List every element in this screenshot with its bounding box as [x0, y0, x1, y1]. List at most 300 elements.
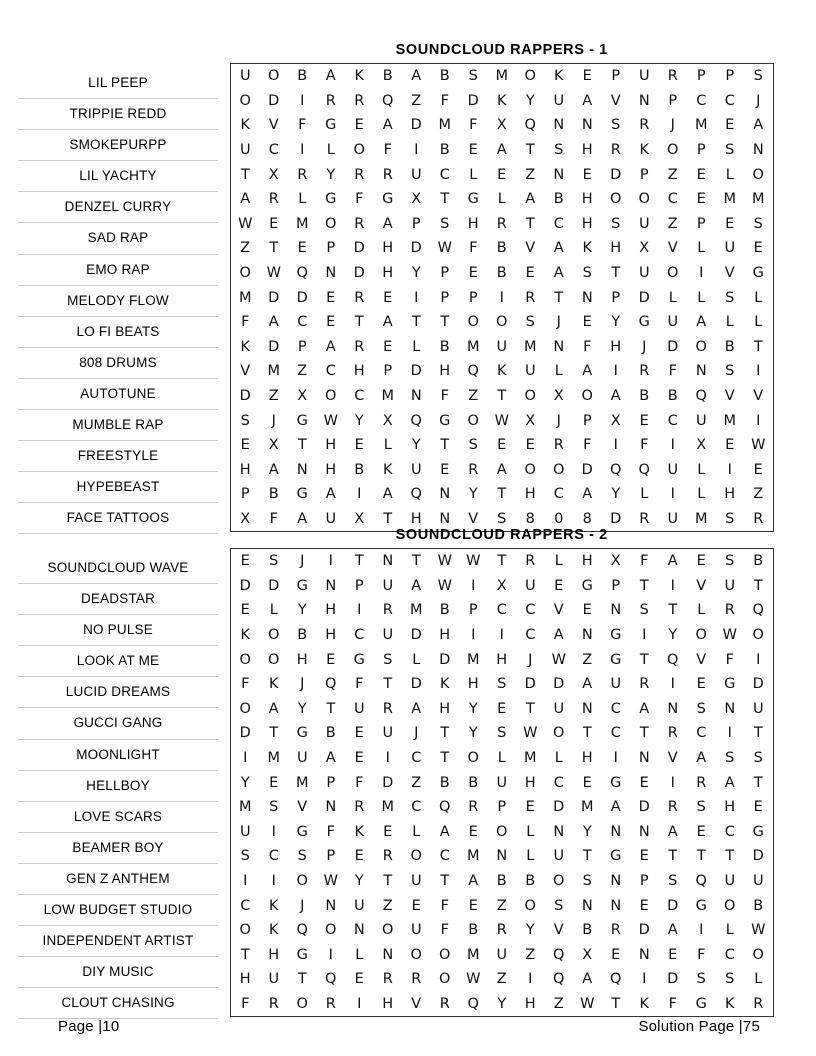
grid-cell: Z	[268, 388, 279, 405]
grid-cell: N	[382, 553, 394, 570]
grid-cell: P	[468, 602, 478, 619]
grid-cell: V	[468, 510, 479, 527]
grid-cell: A	[382, 314, 393, 331]
grid-cell: U	[524, 363, 536, 380]
grid-cell: S	[753, 215, 763, 232]
grid-cell: R	[639, 117, 650, 134]
grid-cell: C	[354, 388, 365, 405]
grid-cell: E	[639, 774, 649, 791]
grid-cell: E	[582, 314, 592, 331]
grid-cell: Z	[667, 166, 678, 183]
grid-cell: H	[724, 486, 736, 503]
grid-cell: E	[639, 848, 649, 865]
grid-cell: A	[696, 750, 707, 767]
word-list-item: FACE TATTOOS	[18, 503, 218, 534]
grid-cell: R	[354, 338, 365, 355]
grid-cell: Q	[410, 486, 422, 503]
puzzle-title-1: SOUNDCLOUD RAPPERS - 1	[395, 42, 608, 58]
grid-cell: F	[640, 437, 649, 454]
grid-cell: R	[753, 510, 764, 527]
grid-cell: O	[524, 461, 536, 478]
grid-cell: S	[554, 897, 564, 914]
grid-cell: Z	[553, 995, 564, 1012]
grid-cell: B	[439, 68, 450, 85]
grid-cell: I	[499, 289, 504, 306]
grid-cell: K	[268, 922, 279, 939]
grid-cell: B	[468, 774, 479, 791]
grid-cell: E	[497, 437, 507, 454]
word-list-item: DENZEL CURRY	[18, 192, 218, 223]
grid-cell: L	[697, 602, 706, 619]
grid-cell: L	[412, 338, 421, 355]
grid-cell: Q	[553, 971, 565, 988]
grid-cell: Q	[382, 92, 394, 109]
grid-cell: B	[268, 486, 279, 503]
grid-cell: O	[667, 265, 679, 282]
grid-cell: Q	[467, 995, 479, 1012]
grid-cell: H	[296, 651, 308, 668]
grid-cell: E	[240, 602, 250, 619]
grid-cell: J	[556, 314, 561, 331]
grid-cell: A	[553, 265, 564, 282]
grid-cell: U	[724, 577, 736, 594]
grid-cell: Y	[240, 774, 250, 791]
grid-cell: E	[468, 897, 478, 914]
grid-cell: H	[610, 338, 622, 355]
grid-cell: E	[696, 676, 706, 693]
grid-cell: T	[753, 774, 763, 791]
grid-cell: F	[440, 897, 449, 914]
grid-cell: W	[437, 577, 452, 594]
grid-cell: O	[553, 873, 565, 890]
grid-cell: A	[411, 577, 422, 594]
grid-cell: G	[695, 897, 707, 914]
grid-cell: T	[639, 651, 649, 668]
grid-cell: W	[580, 995, 595, 1012]
grid-cell: O	[268, 651, 280, 668]
grid-cell: O	[467, 412, 479, 429]
grid-cell: D	[296, 289, 308, 306]
grid-cell: I	[756, 412, 761, 429]
grid-cell: S	[497, 676, 507, 693]
grid-cell: U	[496, 946, 508, 963]
grid-cell: C	[325, 363, 336, 380]
grid-cell: T	[582, 725, 592, 742]
grid-cell: P	[354, 577, 364, 594]
grid-cell: I	[613, 437, 618, 454]
grid-cell: O	[752, 166, 764, 183]
grid-cell: I	[357, 486, 362, 503]
grid-cell: N	[496, 848, 508, 865]
grid-cell: S	[611, 117, 621, 134]
grid-cell: S	[725, 971, 735, 988]
grid-cell: D	[524, 676, 536, 693]
grid-cell: R	[382, 166, 393, 183]
grid-cell: T	[611, 265, 621, 282]
grid-cell: B	[496, 873, 507, 890]
grid-cell: E	[582, 774, 592, 791]
grid-cell: D	[410, 676, 422, 693]
grid-cell: D	[553, 676, 565, 693]
grid-cell: M	[238, 289, 252, 306]
grid-cell: O	[239, 651, 251, 668]
grid-cell: R	[667, 725, 678, 742]
grid-cell: A	[382, 117, 393, 134]
grid-cell: Z	[753, 486, 764, 503]
grid-cell: P	[696, 142, 706, 159]
grid-cell: O	[524, 68, 536, 85]
grid-cell: E	[696, 166, 706, 183]
grid-cell: Y	[411, 437, 421, 454]
grid-cell: A	[525, 191, 536, 208]
grid-cell: A	[582, 363, 593, 380]
grid-cell: A	[582, 676, 593, 693]
grid-cell: S	[468, 437, 478, 454]
grid-cell: E	[297, 240, 307, 257]
grid-cell: B	[297, 68, 308, 85]
grid-cell: H	[581, 553, 593, 570]
grid-cell: P	[611, 289, 621, 306]
grid-cell: X	[268, 166, 279, 183]
grid-cell: E	[639, 412, 649, 429]
grid-cell: V	[667, 750, 678, 767]
grid-cell: P	[639, 166, 649, 183]
grid-cell: N	[638, 823, 650, 840]
grid-cell: X	[610, 412, 621, 429]
grid-row	[231, 721, 774, 746]
grid-cell: N	[553, 338, 565, 355]
grid-cell: R	[525, 289, 536, 306]
word-list-item: SAD RAP	[18, 223, 218, 254]
grid-row	[231, 844, 774, 869]
grid-cell: S	[725, 510, 735, 527]
grid-cell: D	[752, 676, 764, 693]
grid-cell: F	[241, 314, 250, 331]
grid-cell: W	[323, 873, 338, 890]
grid-cell: C	[724, 946, 735, 963]
grid-cell: N	[553, 823, 565, 840]
grid-cell: N	[638, 946, 650, 963]
grid-cell: E	[611, 946, 621, 963]
grid-cell: W	[266, 265, 281, 282]
grid-cell: R	[325, 995, 336, 1012]
grid-cell: E	[354, 437, 364, 454]
grid-cell: F	[668, 995, 677, 1012]
grid-cell: L	[412, 823, 421, 840]
grid-cell: D	[239, 388, 251, 405]
grid-cell: P	[440, 265, 450, 282]
grid-cell: U	[553, 848, 565, 865]
grid-cell: U	[553, 92, 565, 109]
grid-cell: O	[752, 946, 764, 963]
grid-cell: Q	[467, 363, 479, 380]
grid-cell: K	[268, 897, 279, 914]
grid-cell: U	[610, 676, 622, 693]
grid-cell: J	[642, 338, 647, 355]
grid-cell: H	[239, 461, 251, 478]
grid-cell: S	[383, 651, 393, 668]
grid-cell: O	[410, 946, 422, 963]
grid-cell: 8	[525, 510, 535, 527]
grid-cell: N	[638, 750, 650, 767]
grid-cell: S	[725, 363, 735, 380]
grid-cell: R	[268, 191, 279, 208]
grid-cell: O	[553, 725, 565, 742]
grid-cell: E	[696, 553, 706, 570]
grid-cell: G	[610, 627, 622, 644]
grid-cell: U	[239, 68, 251, 85]
grid-row	[231, 433, 774, 458]
grid-cell: U	[410, 461, 422, 478]
grid-cell: G	[296, 725, 308, 742]
grid-cell: R	[496, 922, 507, 939]
grid-cell: Y	[611, 314, 621, 331]
grid-cell: I	[727, 725, 732, 742]
grid-cell: B	[354, 461, 365, 478]
grid-cell: U	[752, 873, 764, 890]
grid-cell: E	[525, 437, 535, 454]
grid-cell: C	[724, 823, 735, 840]
grid-cell: O	[239, 700, 251, 717]
grid-cell: Y	[611, 486, 621, 503]
grid-cell: C	[525, 602, 536, 619]
grid-cell: N	[325, 897, 337, 914]
grid-cell: O	[439, 946, 451, 963]
grid-cell: B	[382, 68, 393, 85]
grid-cell: T	[440, 873, 450, 890]
word-list-item: INDEPENDENT ARTIST	[18, 926, 218, 957]
grid-cell: C	[411, 799, 422, 816]
grid-cell: Z	[525, 946, 536, 963]
grid-cell: T	[440, 750, 450, 767]
grid-cell: R	[696, 774, 707, 791]
grid-row	[231, 672, 774, 697]
grid-cell: Y	[582, 823, 592, 840]
grid-cell: O	[467, 314, 479, 331]
grid-cell: U	[638, 265, 650, 282]
grid-cell: H	[439, 363, 451, 380]
grid-cell: T	[440, 314, 450, 331]
grid-cell: A	[553, 627, 564, 644]
grid-cell: T	[753, 725, 763, 742]
word-list-item: BEAMER BOY	[18, 833, 218, 864]
grid-cell: N	[610, 602, 622, 619]
grid-row	[231, 162, 774, 187]
grid-cell: W	[323, 412, 338, 429]
grid-cell: F	[440, 922, 449, 939]
grid-cell: I	[300, 142, 305, 159]
grid-cell: I	[670, 486, 675, 503]
grid-cell: K	[582, 240, 592, 257]
grid-cell: H	[467, 676, 479, 693]
word-list-item: LOW BUDGET STUDIO	[18, 895, 218, 926]
grid-cell: Z	[525, 166, 536, 183]
grid-cell: T	[725, 848, 735, 865]
grid-cell: U	[382, 577, 394, 594]
grid-cell: R	[439, 995, 450, 1012]
grid-cell: R	[354, 215, 365, 232]
grid-cell: D	[268, 92, 280, 109]
grid-cell: V	[610, 92, 621, 109]
grid-cell: C	[240, 897, 251, 914]
grid-cell: A	[639, 700, 650, 717]
grid-cell: M	[694, 117, 708, 134]
grid-cell: I	[670, 676, 675, 693]
grid-cell: X	[610, 553, 621, 570]
grid-cell: H	[353, 363, 365, 380]
grid-cell: H	[581, 215, 593, 232]
grid-cell: O	[382, 922, 394, 939]
grid-cell: O	[467, 750, 479, 767]
letter-grid-1	[230, 63, 774, 532]
grid-cell: A	[582, 92, 593, 109]
grid-cell: 0	[554, 510, 564, 527]
grid-cell: F	[355, 774, 364, 791]
grid-cell: E	[383, 289, 393, 306]
grid-cell: Y	[525, 922, 535, 939]
grid-cell: Y	[468, 486, 478, 503]
grid-cell: H	[496, 651, 508, 668]
grid-cell: N	[325, 265, 337, 282]
grid-cell: K	[354, 68, 364, 85]
grid-cell: E	[582, 166, 592, 183]
grid-cell: U	[410, 166, 422, 183]
grid-cell: B	[297, 627, 308, 644]
grid-cell: E	[696, 823, 706, 840]
grid-cell: U	[638, 68, 650, 85]
grid-cell: C	[553, 774, 564, 791]
grid-row	[231, 261, 774, 286]
grid-row	[231, 236, 774, 261]
grid-cell: T	[240, 946, 250, 963]
grid-cell: N	[610, 897, 622, 914]
grid-cell: T	[696, 848, 706, 865]
grid-cell: M	[295, 215, 309, 232]
grid-cell: A	[667, 553, 678, 570]
grid-cell: S	[497, 510, 507, 527]
grid-cell: C	[439, 166, 450, 183]
grid-cell: C	[297, 314, 308, 331]
grid-cell: J	[414, 725, 419, 742]
grid-cell: E	[696, 191, 706, 208]
grid-cell: A	[468, 873, 479, 890]
grid-cell: B	[325, 725, 336, 742]
grid-cell: C	[553, 486, 564, 503]
grid-cell: I	[271, 873, 276, 890]
grid-cell: P	[240, 486, 250, 503]
grid-cell: Y	[326, 166, 336, 183]
grid-cell: E	[468, 265, 478, 282]
grid-cell: K	[553, 68, 564, 85]
grid-cell: C	[268, 848, 279, 865]
grid-cell: X	[240, 510, 251, 527]
grid-cell: H	[382, 240, 394, 257]
grid-row	[231, 770, 774, 795]
grid-cell: U	[382, 725, 394, 742]
grid-cell: D	[410, 240, 422, 257]
grid-cell: R	[411, 971, 422, 988]
word-list-item: LIL PEEP	[18, 68, 218, 99]
grid-cell: K	[639, 995, 649, 1012]
grid-cell: M	[523, 338, 537, 355]
grid-cell: I	[670, 774, 675, 791]
word-list-item: SOUNDCLOUD WAVE	[18, 553, 218, 584]
grid-cell: K	[354, 823, 364, 840]
grid-cell: O	[239, 92, 251, 109]
grid-cell: E	[725, 437, 735, 454]
grid-cell: L	[725, 166, 734, 183]
grid-cell: Z	[382, 897, 393, 914]
grid-cell: R	[496, 215, 507, 232]
grid-cell: Q	[695, 388, 707, 405]
grid-cell: B	[553, 191, 564, 208]
grid-cell: Z	[667, 215, 678, 232]
word-list-2	[18, 553, 218, 1019]
grid-cell: G	[695, 995, 707, 1012]
grid-cell: U	[325, 510, 337, 527]
grid-cell: R	[297, 166, 308, 183]
grid-cell: D	[410, 627, 422, 644]
grid-cell: P	[411, 215, 421, 232]
grid-cell: M	[723, 191, 736, 208]
grid-cell: J	[670, 117, 675, 134]
grid-cell: U	[524, 577, 536, 594]
grid-cell: G	[752, 265, 764, 282]
grid-cell: Q	[638, 461, 650, 478]
grid-cell: R	[468, 799, 479, 816]
grid-cell: H	[467, 215, 479, 232]
grid-cell: Y	[497, 995, 507, 1012]
grid-cell: L	[554, 553, 563, 570]
grid-cell: I	[243, 873, 248, 890]
grid-cell: R	[610, 922, 621, 939]
grid-cell: E	[468, 142, 478, 159]
grid-cell: M	[466, 338, 480, 355]
grid-cell: E	[269, 215, 279, 232]
grid-cell: T	[639, 577, 649, 594]
grid-cell: L	[668, 289, 677, 306]
grid-cell: N	[439, 510, 451, 527]
grid-cell: V	[696, 577, 707, 594]
grid-cell: X	[496, 577, 507, 594]
grid-cell: H	[439, 700, 451, 717]
grid-cell: J	[756, 92, 761, 109]
grid-cell: K	[240, 338, 250, 355]
grid-cell: P	[611, 68, 621, 85]
grid-cell: G	[353, 651, 365, 668]
grid-cell: H	[239, 971, 251, 988]
grid-cell: L	[526, 848, 535, 865]
grid-cell: R	[667, 68, 678, 85]
grid-cell: Y	[297, 700, 307, 717]
grid-cell: U	[724, 240, 736, 257]
grid-cell: W	[238, 215, 253, 232]
grid-cell: S	[468, 68, 478, 85]
grid-cell: C	[724, 92, 735, 109]
puzzle-section-2	[0, 527, 774, 1019]
grid-cell: B	[439, 142, 450, 159]
grid-container-1	[230, 42, 774, 532]
grid-cell: U	[553, 700, 565, 717]
grid-row	[231, 746, 774, 771]
grid-cell: Y	[297, 602, 307, 619]
word-list-item: HYPEBEAST	[18, 472, 218, 503]
grid-cell: V	[724, 265, 735, 282]
grid-cell: H	[382, 995, 394, 1012]
grid-cell: N	[752, 142, 764, 159]
grid-cell: N	[296, 461, 308, 478]
grid-row	[231, 574, 774, 599]
